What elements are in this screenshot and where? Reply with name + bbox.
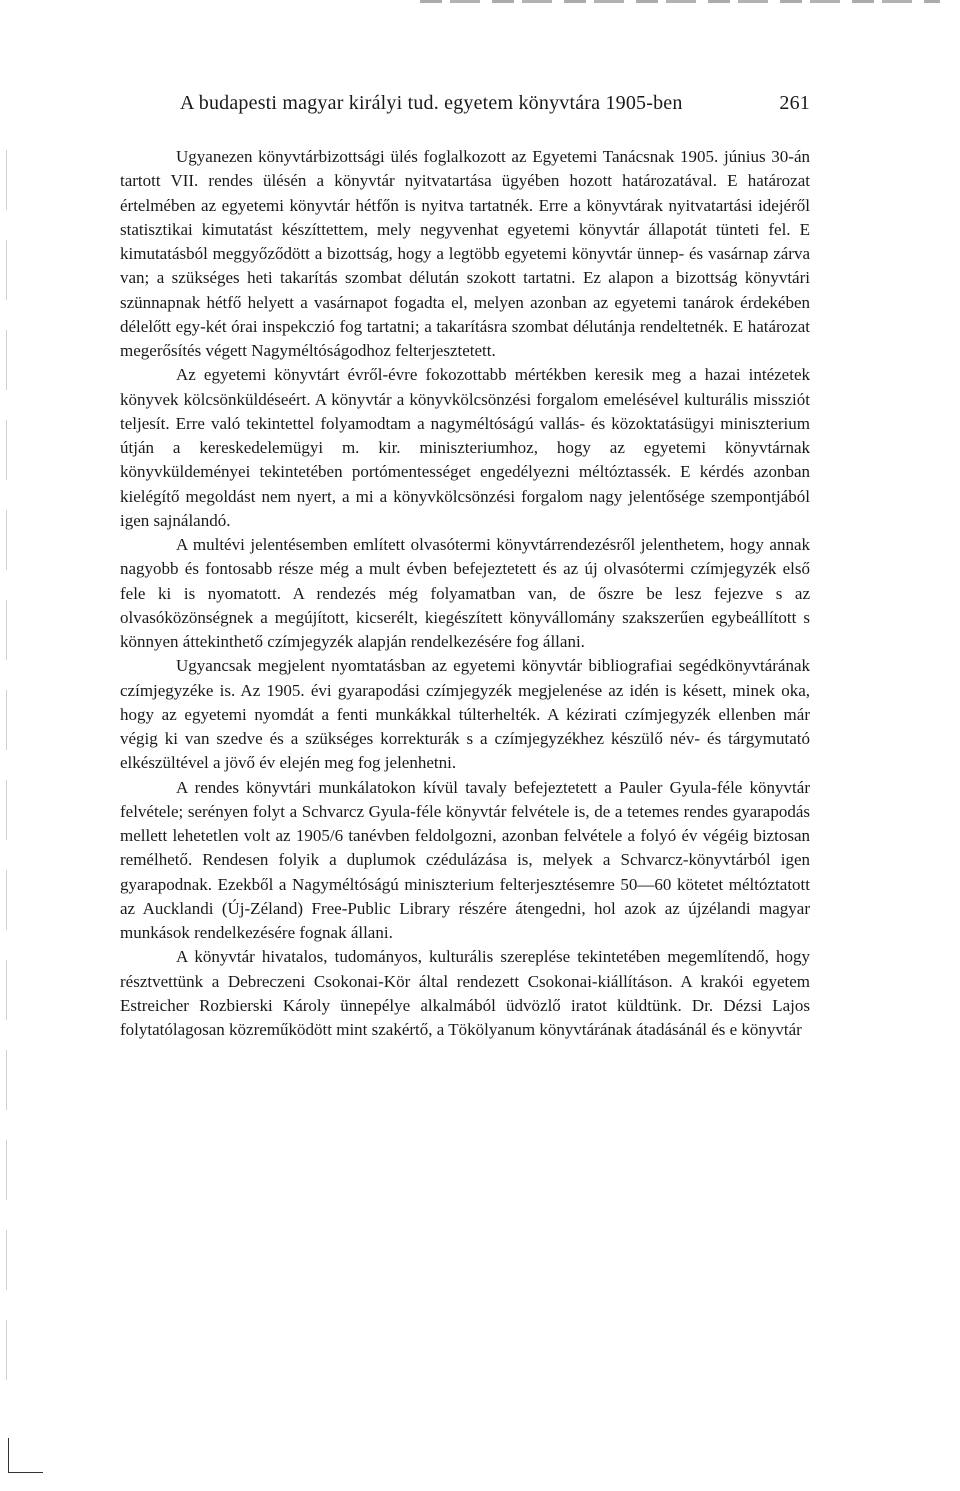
paragraph: A könyvtár hivatalos, tudományos, kulturális szereplése tekintetében megemlítendő, hogy résztvettünk a Debreczeni Csokonai-Kör által rendezett Csokonai-kiállításon. A krakói egyetem Estreicher Rozbierski Károly ünnepélye alkalmából üdvözlő iratot küldtünk. Dr. Dézsi Lajos folytatólagosan közreműködött mint szakértő, a Tökölyanum könyvtárának átadásánál és e könyvtár <box>120 947 810 1039</box>
book-page <box>120 92 810 1042</box>
scan-artifact-top <box>420 0 940 3</box>
running-title: A budapesti magyar királyi tud. egyetem könyvtára 1905-ben <box>180 92 683 114</box>
paragraph: A multévi jelentésemben említett olvasótermi könyvtárrendezésről jelenthetem, hogy annak nagyobb és fontosabb része még a mult évben befejeztetett és az új olvasótermi czímjegyzék első fele ki is nyomatott. A rendezés még folyamatban van, de őszre be lesz fejezve s az olvasóközönségnek a megújított, kicserélt, kiegészített könyvállomány szakszerűen egybeállított s könnyen áttekinthető czímjegyzék alapján rendelkezésére fog állani. <box>120 535 810 651</box>
paragraph: Ugyanezen könyvtárbizottsági ülés foglalkozott az Egyetemi Tanácsnak 1905. június 30-án tartott VII. rendes ülésén a könyvtár nyitvatartása ügyében hozott határozatával. E határozat értelmében az egyetemi könyvtár hétfőn is nyitva tartatnék. Erre a könyvtárak nyitvatartási idejéről statisztikai kimutatást készíttettem, mely negyvenhat egyetemi könyvtár állapotát tünteti fel. E kimutatásból meggyőződött a bizottság, hogy a legtöbb egyetemi könyvtár ünnep- és vasárnap zárva van; a szükséges heti takarítás szombat délután szokott tartatni. Ez alapon a bizottság könyvtári szünnapnak hétfő helyett a vasárnapot fogadta el, melyen azonban az egyetemi tanárok érdekében délelőtt egy-két órai inspekczió fog tartatni; a takarításra szombat délutánja rendeltetnék. E határozat megerősítés végett Nagyméltóságodhoz felterjesztetett. <box>120 147 810 360</box>
crop-corner-mark <box>8 1438 43 1473</box>
running-header <box>180 92 810 115</box>
paragraph: A rendes könyvtári munkálatokon kívül tavaly befejeztetett a Pauler Gyula-féle könyvtár felvétele; serényen folyt a Schvarcz Gyula-féle könyvtár felvétele is, de a tetemes rendes gyarapodás mellett lehetetlen volt az 1905/6 tanévben feldolgozni, azonban felvétele a folyó év végéig biztosan remélhető. Rendesen folyik a duplumok czédulázása is, melyek a Schvarcz-könyvtárból igen gyarapodnak. Ezekből a Nagyméltóságú miniszterium felterjesztésemre 50—60 kötetet méltóztatott az Aucklandi (Új-Zéland) Free-Public Library részére átengedni, hol azok az újzélandi magyar munkások rendelkezésére fognak állani. <box>120 777 810 942</box>
scan-artifact-left <box>6 150 7 1390</box>
page-number: 261 <box>779 92 810 114</box>
paragraph: Az egyetemi könyvtárt évről-évre fokozottabb mértékben keresik meg a hazai intézetek könyvek kölcsönküldéseért. A könyvtár a könyvkölcsönzési forgalom emelésével kulturális missziót teljesít. Erre való tekintettel folyamodtam a nagyméltóságú vallás- és közoktatásügyi miniszterium útján a kereskedelemügyi m. kir. miniszteriumhoz, hogy az egyetemi könyvtárnak könyvküldeményei tekintetében portómentességet engedélyezni méltóztassék. E kérdés azonban kielégítő megoldást nem nyert, a mi a könyvkölcsönzési forgalom nagy jelentősége szempontjából igen sajnálandó. <box>120 365 810 530</box>
body-text <box>120 145 810 1042</box>
paragraph: Ugyancsak megjelent nyomtatásban az egyetemi könyvtár bibliografiai segédkönyvtárának czímjegyzéke is. Az 1905. évi gyarapodási czímjegyzék megjelenése az idén is késett, minek oka, hogy az egyetemi nyomdát a fenti munkákkal túlterhelték. A kézirati czímjegyzék ellenben már végig ki van szedve és a szükséges korrekturák s a czímjegyzékhez készülő név- és tárgymutató elkészültével a jövő év elején meg fog jelenhetni. <box>120 656 810 773</box>
